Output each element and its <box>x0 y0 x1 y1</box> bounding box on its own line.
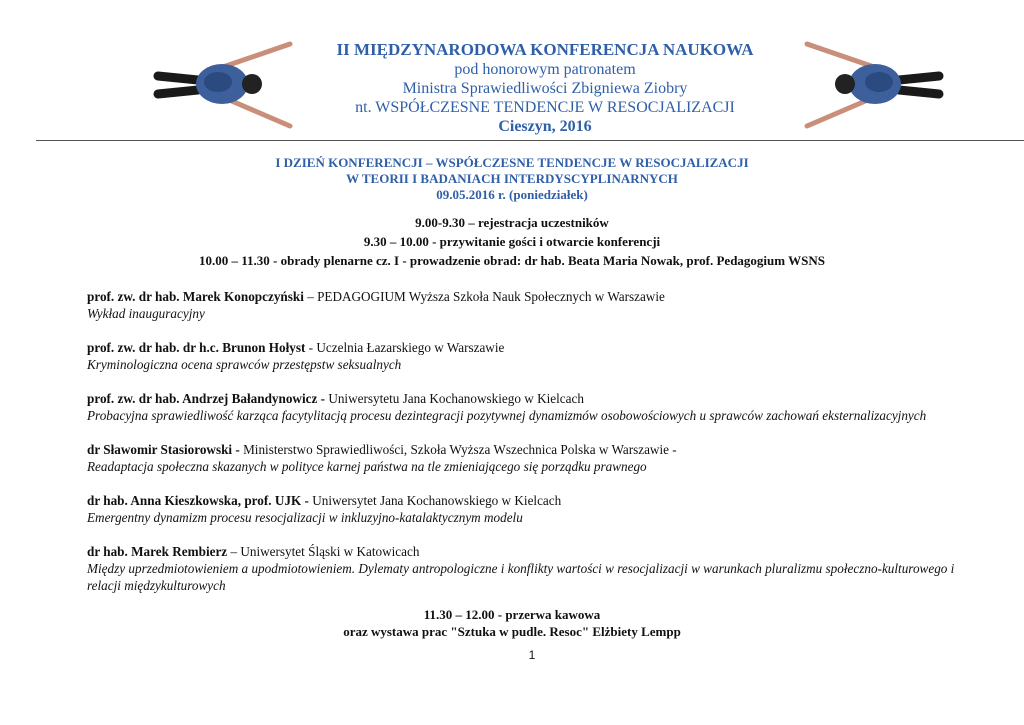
talk-title: Emergentny dynamizm procesu resocjalizacji w inkluzyjno-katalaktycznym modelu <box>87 510 523 525</box>
day-heading <box>0 155 1024 203</box>
speaker-entry <box>87 339 987 373</box>
speaker-name: dr hab. Marek Rembierz <box>87 544 228 559</box>
header-line-3: Ministra Sprawiedliwości Zbigniewa Ziobry <box>402 80 688 97</box>
header-line-5: Cieszyn, 2016 <box>498 118 592 135</box>
day-heading-line-2: W TEORII I BADANIACH INTERDYSCYPLINARNYCH <box>346 171 678 186</box>
conference-header <box>0 0 1024 142</box>
speaker-entry <box>87 288 987 322</box>
schedule <box>0 213 1024 270</box>
speaker-affiliation: - Uczelnia Łazarskiego w Warszawie <box>308 340 505 355</box>
talk-title: Probacyjna sprawiedliwość karząca facytylitacją procesu dezintegracji pozytywnej dynamizmów osobowościowych u sprawców zachowań eksternalizacyjnych <box>87 408 927 423</box>
speaker-name: prof. zw. dr hab. Andrzej Bałandynowicz - <box>87 391 326 406</box>
header-line-4: nt. WSPÓŁCZESNE TENDENCJE W RESOCJALIZACJI <box>355 99 735 116</box>
header-divider <box>36 140 1024 141</box>
talk-title: Readaptacja społeczna skazanych w polityce karnej państwa na tle zmieniającego się porządku prawnego <box>87 459 647 474</box>
speaker-entry <box>87 390 987 424</box>
speaker-name: prof. zw. dr hab. dr h.c. Brunon Hołyst <box>87 340 309 355</box>
speaker-entry <box>87 492 987 526</box>
speaker-entry <box>87 441 987 475</box>
day-date: 09.05.2016 r. (poniedziałek) <box>436 187 588 202</box>
break-line-1: 11.30 – 12.00 - przerwa kawowa <box>423 607 601 622</box>
header-titles <box>300 40 790 136</box>
talk-title: Między uprzedmiotowieniem a upodmiotowieniem. Dylematy antropologiczne i konflikty wartości w resocjalizacji w warunkach pluralizmu społeczno-kulturowego i relacji międzykulturowych <box>87 561 955 593</box>
page-number: 1 <box>528 648 536 662</box>
speaker-affiliation: Uniwersytet Jana Kochanowskiego w Kielcach <box>308 493 562 508</box>
header-line-1: II MIĘDZYNARODOWA KONFERENCJA NAUKOWA <box>336 40 754 59</box>
talk-title: Wykład inauguracyjny <box>87 306 205 321</box>
speaker-affiliation: – PEDAGOGIUM Wyższa Szkoła Nauk Społecznych w Warszawie <box>303 289 665 304</box>
speaker-name: prof. zw. dr hab. Marek Konopczyński <box>87 289 304 304</box>
person-illustration-icon <box>797 38 947 133</box>
speaker-affiliation: – Uniwersytet Śląski w Katowicach <box>227 544 420 559</box>
schedule-item: 10.00 – 11.30 - obrady plenarne cz. I - prowadzenie obrad: dr hab. Beata Maria Nowak, prof. Pedagogium WSNS <box>199 253 825 268</box>
coffee-break <box>0 606 1024 640</box>
speaker-affiliation: Ministerstwo Sprawiedliwości, Szkoła Wyższa Wszechnica Polska w Warszawie - <box>239 442 677 457</box>
speaker-name: dr hab. Anna Kieszkowska, prof. UJK - <box>87 493 309 508</box>
speaker-entry <box>87 543 987 594</box>
person-illustration-icon <box>150 38 300 133</box>
schedule-item: 9.00-9.30 – rejestracja uczestników <box>415 215 609 230</box>
schedule-item: 9.30 – 10.00 - przywitanie gości i otwarcie konferencji <box>363 234 661 249</box>
speaker-name: dr Sławomir Stasiorowski - <box>87 442 240 457</box>
speaker-affiliation: Uniwersytetu Jana Kochanowskiego w Kielcach <box>325 391 584 406</box>
header-line-2: pod honorowym patronatem <box>454 61 636 78</box>
day-heading-line-1: I DZIEŃ KONFERENCJI – WSPÓŁCZESNE TENDENCJE W RESOCJALIZACJI <box>275 155 749 170</box>
talk-title: Kryminologiczna ocena sprawców przestępstw seksualnych <box>87 357 402 372</box>
break-line-2: oraz wystawa prac "Sztuka w pudle. Resoc" Elżbiety Lempp <box>343 624 681 639</box>
speaker-list <box>87 288 987 611</box>
